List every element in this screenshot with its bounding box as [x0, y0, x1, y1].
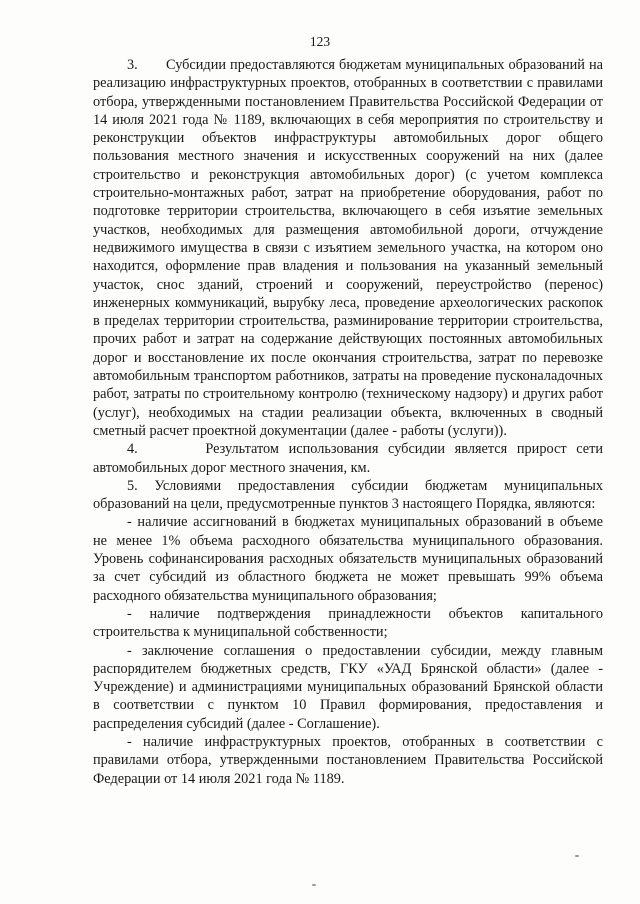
condition-ownership: - наличие подтверждения принадлежности объектов капитального строительства к муниципальной собственности;: [93, 605, 603, 641]
scan-speck: [575, 855, 579, 857]
paragraph-item-5: 5. Условиями предоставления субсидии бюджетам муниципальных образований на цели, предусмотренные пунктов 3 настоящего Порядка, являются:: [93, 477, 603, 513]
paragraph-item-3: 3. Субсидии предоставляются бюджетам муниципальных образований на реализацию инфраструктурных проектов, отобранных в соответствии с правилами отбора, утвержденными постановлением Правительства Российской Федерации от 14 июля 2021 года № 1189, включающих в себя мероприятия по строительству и реконструкции объектов инфраструктуры автомобильных дорог общего пользования местного значения и искусственных сооружений на них (далее строительство и реконструкция автомобильных дорог) (с учетом комплекса строительно-монтажных работ, затрат на приобретение оборудования, работ по подготовке территории строительства, включающего в себя изъятие земельных участков, необходимых для размещения автомобильной дороги, отчуждение недвижимого имущества в связи с изъятием земельного участка, на котором оно находится, оформление прав владения и пользования на указанный земельный участок, снос зданий, строений и сооружений, переустройство (перенос) инженерных коммуникаций, вырубку леса, проведение археологических раскопок в пределах территории строительства, разминирование территории строительства, прочих работ и затрат на содержание действующих постоянных автомобильных дорог и восстановление их после окончания строительства, затрат по перевозке автомобильным транспортом работников, затраты на проведение пусконаладочных работ, затраты по строительному контролю (техническому надзору) и других работ (услуг), необходимых на стадии реализации объекта, включенных в сводный сметный расчет проектной документации (далее - работы (услуги)).: [93, 57, 603, 439]
document-body: [93, 56, 603, 788]
condition-projects: - наличие инфраструктурных проектов, отобранных в соответствии с правилами отбора, утвержденными постановлением Правительства Российской Федерации от 14 июля 2021 года № 1189.: [93, 733, 603, 787]
condition-cofinancing: - наличие ассигнований в бюджетах муниципальных образований в объеме не менее 1% объема расходного обязательства муниципального образования. Уровень софинансирования расходных обязательств муниципальных образований за счет субсидий из областного бюджета не может превышать 99% объема расходного обязательства муниципального образования;: [93, 514, 603, 604]
scan-speck: [312, 884, 316, 886]
paragraph-item-4: 4. Результатом использования субсидии является прирост сети автомобильных дорог местного значения, км.: [93, 441, 603, 476]
condition-agreement: - заключение соглашения о предоставлении субсидии, между главным распорядителем бюджетных средств, ГКУ «УАД Брянской области» (далее - Учреждение) и администрациями муниципальных образований Брянской области в соответствии с пунктом 10 Правил формирования, предоставления и распределения субсидий (далее - Соглашение).: [93, 642, 603, 732]
page-number: 123: [309, 34, 331, 49]
